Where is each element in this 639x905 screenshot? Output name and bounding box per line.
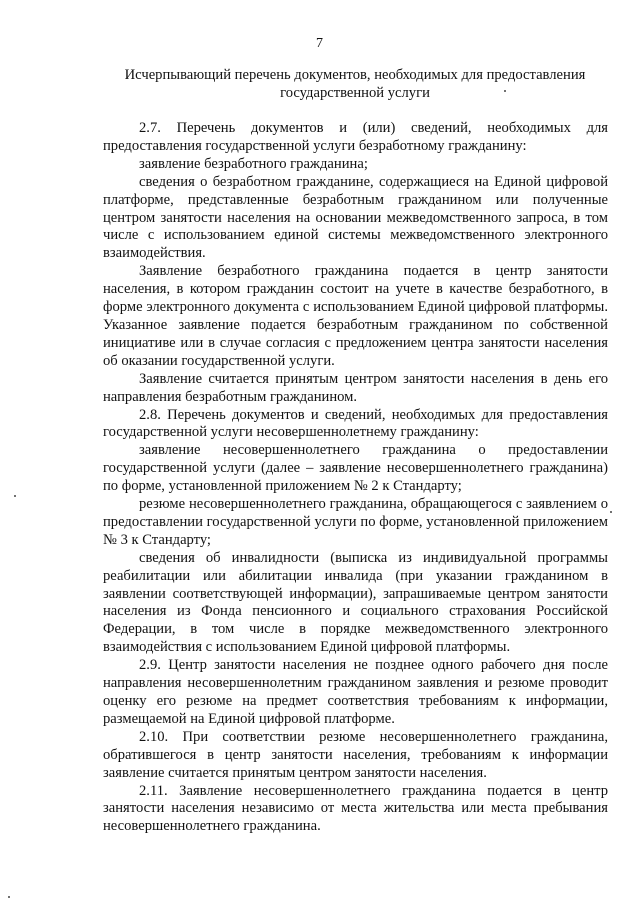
paragraph-minor-application: заявление несовершеннолетнего гражданина о предоставлении государственной услуги (далее – заявление несовершеннолетнего гражданина) по форме, установленной приложением № 2 к Стандарту;: [103, 442, 608, 495]
document-body: [103, 120, 608, 836]
paragraph-disability-info: сведения об инвалидности (выписка из индивидуальной программы реабилитации или абилитации инвалида (при указании гражданином в заявлении соответствующей информации), запрашиваемые центром занятости населения из Фонда пенсионного и социального страхования Российской Федерации, в том числе в порядке межведомственного электронного взаимодействия с использованием Единой цифровой платформы.: [103, 549, 608, 656]
scan-speck: [8, 896, 10, 898]
paragraph-2-8: 2.8. Перечень документов и сведений, необходимых для предоставления государственной услуги несовершеннолетнему гражданину:: [103, 406, 608, 441]
paragraph-application-submission: Заявление безработного гражданина подается в центр занятости населения, в котором гражданин состоит на учете в качестве безработного, в форме электронного документа с использованием Единой цифровой платформы. Указанное заявление подается безработным гражданином по собственной инициативе или в случае согласия с предложением центра занятости населения об оказании государственной услуги.: [103, 263, 608, 369]
scan-speck: [504, 90, 506, 92]
paragraph-2-9: 2.9. Центр занятости населения не позднее одного рабочего дня после направления несовершеннолетним гражданином заявления и резюме проводит оценку его резюме на предмет соответствия требованиям к информации, размещаемой на Единой цифровой платформе.: [103, 657, 608, 727]
paragraph-2-10: 2.10. При соответствии резюме несовершеннолетнего гражданина, обратившегося в центр занятости населения, требованиям к информации заявление считается принятым центром занятости населения.: [103, 728, 608, 781]
scan-speck: [610, 511, 612, 513]
paragraph-2-7: 2.7. Перечень документов и (или) сведений, необходимых для предоставления государственной услуги безработному гражданину:: [103, 120, 608, 154]
paragraph-application: заявление безработного гражданина;: [139, 155, 368, 172]
paragraph-minor-resume: резюме несовершеннолетнего гражданина, обращающегося с заявлением о предоставлении государственной услуги по форме, установленной приложением № 3 к Стандарту;: [103, 496, 608, 548]
scan-speck: [14, 495, 16, 497]
paragraph-application-accepted: Заявление считается принятым центром занятости населения в день его направления безработным гражданином.: [103, 370, 608, 405]
paragraph-2-11: 2.11. Заявление несовершеннолетнего гражданина подается в центр занятости населения независимо от места жительства или места пребывания несовершеннолетнего гражданина.: [103, 782, 608, 835]
section-title: Исчерпывающий перечень документов, необходимых для предоставления государственной услуги: [124, 67, 586, 101]
page-number: 7: [316, 36, 323, 51]
paragraph-unemployed-info: сведения о безработном гражданине, содержащиеся на Единой цифровой платформе, представленные безработным гражданином или полученные центром занятости населения на основании межведомственного запроса, в том числе с использованием единой системы межведомственного электронного взаимодействия.: [103, 173, 608, 262]
